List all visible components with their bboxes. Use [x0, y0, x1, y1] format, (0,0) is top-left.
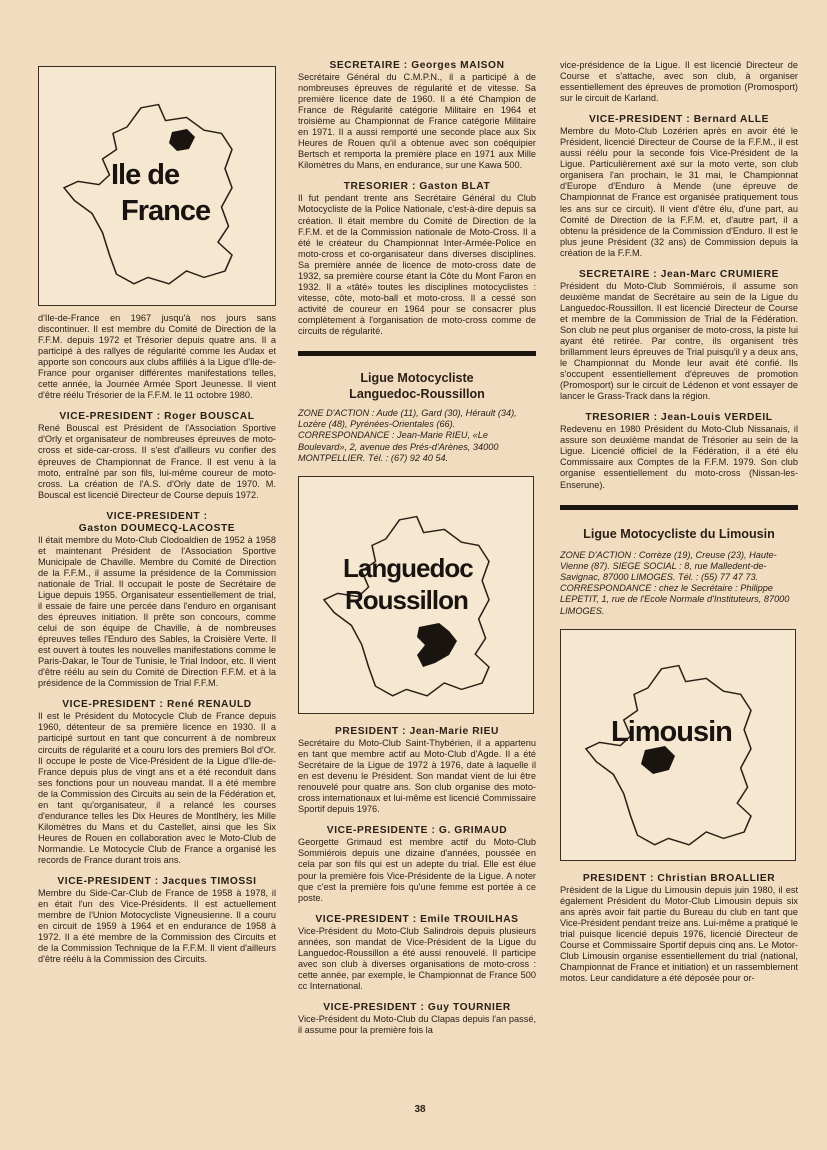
tres2-text: Redevenu en 1980 Président du Moto-Club Nissanais, il assure son deuxième mandat de Trésorier au sein de la Ligue. Licencié officiel de la Fédération, il a été élu Commissaire aux Comptes de la F.F.M. 1979. Son club organise essentiellement du moto-cross (Nissan-les-Enserune).	[560, 424, 798, 490]
sec-text: Secrétaire Général du C.M.P.N., il a participé à de nombreuses épreuves de régularité et de vitesse. Sa première licence date de 1960. Il a été Champion de France de Régularité catégorie Militaire en 1964 et troisième au Championnat de France catégorie Militaire en 1971. Il a aussi remporté une seconde place aux Six Heures de Rouen qu'il a obtenue avec son coéquipier Bertsch et remporta la première place en 1971 aux Mille Kilomètres du Mans, en endurance, sur une Kawa 500.	[298, 72, 536, 171]
vp3-text: Il est le Président du Motocycle Club de France depuis 1960, détenteur de sa première licence en 1930. Il a participé surtout en tant que concurrent à de nombreux circuits de régularité et a couru lors des premiers Bol d'Or. Il occupe le poste de Vice-Président de la Ligue d'Ile-de-France depuis plus de vingt ans et a été reconduit dans ses fonctions pour un nouveau mandat. Il a été membre de la Commission des Circuits au sein de la Fédération et, en tant qu'organisateur, il a relancé les courses d'endurance telles les Dix Heures de Montlhéry, les Mille Kilomètres du Mans et du Castellet, ainsi que les Six Heures de Rouen en collaboration avec le Moto-Club de Normandie. Le Motocycle Club de France a organisé les records de France durant trois ans.	[38, 711, 276, 865]
vp2-heading-line1: VICE-PRESIDENT :	[106, 510, 208, 522]
column-3	[560, 58, 798, 984]
vp6-text: Vice-Président du Moto-Club du Clapas depuis l'an passé, il assume pour la première fois la	[298, 1013, 536, 1035]
vp7-heading: VICE-PRESIDENT : Bernard ALLE	[588, 114, 770, 126]
sec-heading: SECRETAIRE : Georges MAISON	[329, 60, 505, 71]
vp5-heading: VICE-PRESIDENT : Emile TROUILHAS	[315, 913, 519, 925]
region-highlight	[169, 129, 195, 151]
ligue-title-line2: Languedoc-Roussillon	[349, 387, 485, 402]
map-label-line2: Roussillon	[345, 585, 468, 616]
pres-text: Président de la Ligue du Limousin depuis juin 1980, il est également Président du Motor-Club Limousin depuis six ans après avoir fait partie du Bureau du club en tant que Vice-Président pendant treize ans. Lui-même a pratiqué le trial puisque licencié depuis 1976, licencié Directeur de Course et Commissaire Sportif depuis cinq ans. Le Motor-Club Limousin organise essentiellement du trial (national, Championnat de France et initiation) et un rassemblement motos. Leur candidature a été déposée pour or-	[560, 884, 798, 984]
vp3-heading: VICE-PRESIDENT : René RENAULD	[62, 699, 252, 711]
section-divider	[560, 505, 798, 510]
map-label-line1: Languedoc	[343, 553, 473, 584]
column-2	[298, 58, 536, 1036]
vpe-heading: VICE-PRESIDENTE : G. GRIMAUD	[326, 825, 508, 837]
pres-heading: PRESIDENT : Christian BROALLIER	[582, 872, 776, 884]
tres-heading: TRESORIER : Gaston BLAT	[343, 181, 491, 193]
pres-heading: PRESIDENT : Jean-Marie RIEU	[335, 726, 499, 738]
map-label-line2: France	[121, 195, 211, 227]
pres-text: Secrétaire du Moto-Club Saint-Thybérien, il a appartenu en tant que membre actif au Moto-Club d'Agde. Il a été Secrétaire de la Ligue de 1972 à 1976, date à laquelle il en est devenu le Président. Son mandat vient de lui être renouvelé pour quatre ans. Son club organise des moto-cross internationaux et lui-même est licencié Commissaire Sportif depuis 1976.	[298, 738, 536, 815]
zone-action: ZONE D'ACTION : Corrèze (19), Creuse (23), Haute-Vienne (87). SIEGE SOCIAL : 8, rue Malledent-de-Savignac, 87000 LIMOGES. Tél. : (55) 77 47 73. CORRESPONDANCE : chez le Secrétaire : Philippe LEPETIT, 1, rue de l'Ecole Normale d'Instituteurs, 87000 LIMOGES.	[560, 549, 790, 616]
vp2-heading-line2: Gaston DOUMECQ-LACOSTE	[78, 522, 236, 534]
sec2-text: Président du Moto-Club Sommiérois, il assume son deuxième mandat de Secrétaire au sein de la Ligue du Languedoc-Roussillon. Il est licencié Directeur de Course et membre de la Commission de Trial de la Fédération. Son club ne peut plus organiser de moto-cross, la piste lui ayant été retirée. Par contre, ils organisent très brillamment leurs épreuves de Trial puisqu'il y a deux ans, le Championnat du Monde leur avait été confié. Ils s'occupent essentiellement d'épreuves de promotion (Promosport) sur le circuit de Lédenon et vont essayer de lancer le Grass-Track dans la région.	[560, 280, 798, 402]
section-divider	[298, 351, 536, 356]
ligue-title-line1: Ligue Motocycliste	[360, 371, 474, 386]
ile-de-france-map	[38, 66, 276, 306]
ligue-title: Ligue Motocycliste du Limousin	[583, 526, 775, 541]
vp4-heading: VICE-PRESIDENT : Jacques TIMOSSI	[57, 876, 257, 888]
map-label-line1: Ile de	[111, 159, 180, 191]
intro-paragraph: d'Ile-de-France en 1967 jusqu'à nos jours sans discontinuer. Il est membre du Comité de Direction de la F.F.M. depuis 1972 et Trésorier depuis quatre ans. Il a participé à des rallyes de régularité comme les Audax et apporte son concours aux clubs affiliés à la Ligue d'Ile-de-France pour organiser différentes manifestations telles, cette année, la Journée Armée Sport Jeunesse. Il vient d'être réélu Trésorier de la F.F.M. le 11 octobre 1980.	[38, 313, 276, 401]
vp7-text: Membre du Moto-Club Lozérien après en avoir été le Président, licencié Directeur de Course de la F.F.M., il est aussi réélu pour la seconde fois Vice-Président de la Ligue. Particulièrement axé sur la moto verte, son club organisera l'an prochain, le 31 mai, le Championnat d'Europe d'Enduro à Mende (une épreuve de Championnat de France est organisée pratiquement tous les ans sur ce circuit). Il vient d'être élu, d'une part, au Comité de Direction de la F.F.M. et, d'autre part, il a obtenu la présidence de la Commission d'Enduro. Il est le plus jeune Président (32 ans) de Commission depuis la création de la F.F.M.	[560, 126, 798, 258]
languedoc-map	[298, 476, 534, 714]
page-number: 38	[414, 1104, 426, 1115]
intro-paragraph: vice-présidence de la Ligue. Il est licencié Directeur de Course et s'attache, avec son club, à organiser essentiellement des épreuves de promotion (Promosport) sur le circuit de Karland.	[560, 60, 798, 104]
vpe-text: Georgette Grimaud est membre actif du Moto-Club Sommiérois depuis une dizaine d'années, poussée en cela par son fils qui est un adepte du trial. Elle est élue pour la première fois Vice-Présidente de la Ligue. A noter que c'est la première fois qu'une femme est portée à ce poste.	[298, 837, 536, 903]
zone-action: ZONE D'ACTION : Aude (11), Gard (30), Hérault (34), Lozère (48), Pyrénées-Orientales (66). CORRESPONDANCE : Jean-Marie RIEU, «Le Boulevard», 2, avenue des Prés-d'Arènes, 34000 MONTPELLIER. Tél. : (67) 92 40 54.	[298, 408, 517, 463]
tres-text: Il fut pendant trente ans Secrétaire Général du Club Motocycliste de la Police Nationale, c'est-à-dire depuis sa création. Il était membre du Comité de Direction de la F.F.M. et de la Commission nationale de Moto-Cross. Il a été le créateur du Championnat Inter-Armée-Police en moto-cross et co-organisateur dans diverses disciplines. Sa première année de licence de moto-cross date de 1932, sa première course étant la Côte du Mont Faron en 1932. Il a «tâté» toutes les disciplines motocyclistes : vitesse, côte, moto-ball et moto-cross. Il a cessé son activité de coureur en 1964 pour se consacrer plus complètement à l'organisation de moto-cross comme de circuits de régularité.	[298, 193, 536, 336]
limousin-map	[560, 629, 796, 861]
map-label: Limousin	[611, 715, 732, 748]
vp5-text: Vice-Président du Moto-Club Salindrois depuis plusieurs années, son mandat de Vice-Président de la Ligue du Languedoc-Roussillon a été aussi renouvelé. Il participe avec son club à diverses organisations de moto-cross : cette année, par exemple, le Championnat de France 500 cc International.	[298, 925, 536, 991]
vp4-text: Membre du Side-Car-Club de France de 1958 à 1978, il en était l'un des Vice-Présidents. Il est actuellement membre de l'Union Motocycliste Vigneusienne. Il a couru en circuit de 1959 à 1964 et en endurance de 1958 à 1972. Il a été membre de la Commission des Circuits et de la Commission Technique de la F.F.M. Il vient d'ailleurs d'être réélu à la Commission des Circuits.	[38, 888, 276, 965]
tres2-heading: TRESORIER : Jean-Louis VERDEIL	[585, 412, 773, 424]
sec2-heading: SECRETAIRE : Jean-Marc CRUMIERE	[578, 268, 780, 280]
vp1-heading: VICE-PRESIDENT : Roger BOUSCAL	[59, 411, 255, 423]
column-1	[38, 58, 276, 965]
region-highlight	[417, 623, 457, 667]
vp1-text: René Bouscal est Président de l'Association Sportive d'Orly et organisateur de nombreuses épreuves de moto-cross et side-car-cross. Il s'est d'ailleurs vu confier des épreuves de Championnat de France. Il est venu à la moto, entraîné par son fils, lui-même coureur de moto-cross. La création de l'A.S. d'Orly date de 1970. M. Bouscal est licencié Directeur de Course depuis 1972.	[38, 423, 276, 500]
vp2-text: Il était membre du Moto-Club Clodoaldien de 1952 à 1958 et maintenant Président de l'Association Sportive Municipale de Chaville. Membre du Comité de Direction de la F.F.M., il assume la présidence de la Commission nationale de Trial. Il occupait le poste de Secrétaire de Ligue depuis 1955. Organisateur essentiellement de trial, il essaie de faire une percée dans l'enduro en organisant des épreuves initiation. Il prête son concours, comme celui de son équipe de Chaville, à de nombreuses épreuves telles l'Enduro des Sables, la Croisière Verte. Il est ouvert à toutes les nouvelles manifestations comme le Paris-Dakar, le Tour de Tunisie, le Trial Indoor, etc. Il vient d'être réélu au sein du Comité de Direction F.F.M. et à la présidence de la Commission de Trial F.F.M.	[38, 534, 276, 689]
region-highlight	[641, 746, 675, 774]
vp6-heading: VICE-PRESIDENT : Guy TOURNIER	[323, 1001, 511, 1013]
